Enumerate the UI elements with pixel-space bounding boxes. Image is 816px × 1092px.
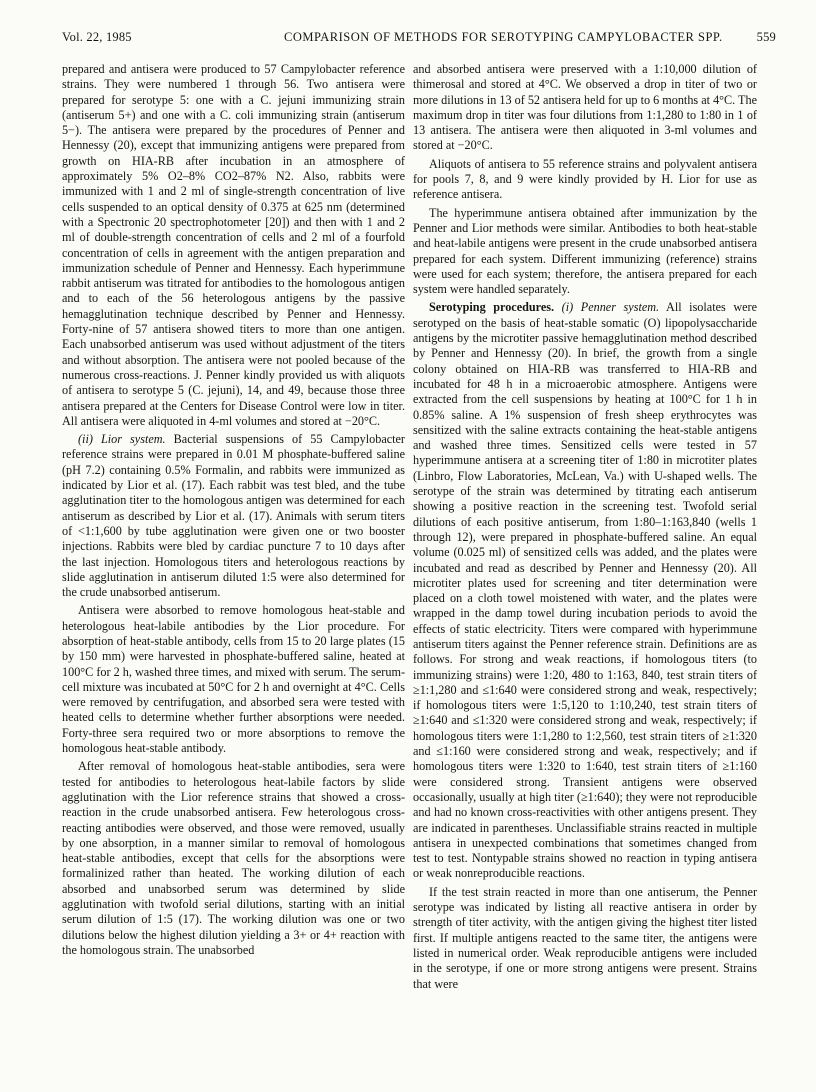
paragraph-serotyping-procedures — [413, 300, 757, 881]
paragraph-heterologous-removal: After removal of homologous heat-stable antibodies, sera were tested for antibodies to heterologous heat-labile factors by slide agglutination with the Lior reference strains that showed a cross-reaction in the crude unabsorbed antisera. Few heterologous cross-reacting antibodies were observed, and those were removed, usually by one absorption, in a manner similar to removal of homologous heat-stable antibodies, except that cells for the absorptions were formalinized rather than heated. The working dilution of each absorbed and unabsorbed serum was determined by slide agglutination with twofold serial dilutions, starting with an initial serum dilution of 1:5 (17). The working dilution was one or two dilutions below the highest dilution yielding a 3+ or 4+ reaction with the homologous strain. The unabsorbed — [62, 759, 405, 957]
subsection-heading-penner: (i) Penner system. — [561, 300, 660, 315]
paragraph-preservation: and absorbed antisera were preserved with a 1:10,000 dilution of thimerosal and stored at 4°C. We observed a drop in titer of two or more dilutions in 13 of 52 antisera held for up to 6 months at 4°C. The maximum drop in titer was four dilutions from 1:1,280 to 1:80 in 1 of 13 antisera. The antisera were then aliquoted in 3-ml volumes and stored at −20°C. — [413, 62, 757, 153]
penner-system-text: All isolates were serotyped on the basis of heat-stable somatic (O) lipopolysaccharide antigens by the microtiter passive hemagglutination method described by Penner and Hennessy (20). In brief, the growth from a single colony obtained on HIA-RB was transferred to HIA-RB and incubated for 48 h in a microaerobic atmosphere. Antigens were extracted from the cell suspensions by heating at 100°C for 1 h in 0.85% saline. A 1% suspension of fresh sheep erythrocytes was sensitized with the saline extracts containing the heat-stable antigens and washed three times. Sensitized cells were tested in 57 hyperimmune antisera at a screening titer of 1:80 in microtiter plates (Linbro, Flow Laboratories, McLean, Va.) with U-shaped wells. The serotype of the strain was determined by titrating each antiserum showing a positive reaction in the screening test. Twofold serial dilutions of each positive antiserum, from 1:80–1:163,840 (wells 1 through 12), were prepared in phosphate-buffered saline. An equal volume (0.025 ml) of sensitized cells was added, and the plates were incubated and read as described by Penner and Hennessy (20). All microtiter plates used for screening and titer determination were placed on a cloth towel moistened with water, and the plates were wrapped in the damp towel during incubation periods to avoid the effects of static electricity. Titers were compared with hyperimmune antiserum titers against the Penner reference strain. Definitions are as follows. For strong and weak reactions, if homologous titers (to immunizing strains) were 1:20, 480 to 1:163, 840, test strain titers of ≥1:1,280 and ≤1:640 were considered strong and weak, respectively; if homologous titers were 1:5,120 to 1:10,240, test strain titers of ≥1:640 and ≤1:320 were considered strong and weak, respectively; if homologous titers were 1:1,280 to 1:2,560, test strain titers of ≥1:320 and ≤1:160 were considered strong and weak, respectively; and if homologous titers were 1:320 to 1:640, test strain titers of ≥1:160 were considered strong. Transient antigens were observed occasionally, usually at high titer (≥1:640); they were not reproducible and had no known cross-reactivities with other antigens present. They are indicated in parentheses. Unclassifiable strains reacted in multiple antisera in unexpected combinations that sometimes changed from test to test. Nontypable strains showed no reaction in typing antisera or weak nonreproducible reactions. — [413, 300, 758, 881]
paragraph-lior-system — [62, 432, 405, 600]
lior-system-text: Bacterial suspensions of 55 Campylobacter reference strains were prepared in 0.01 M phosphate-buffered saline (pH 7.2) containing 0.5% Formalin, and rabbits were immunized as indicated by Lior et al. (17). Each rabbit was test bled, and the tube agglutination titer to the homologous antigen was determined for each antiserum as described by Lior et al. (17). Animals with serum titers of <1:1,600 by tube agglutination were given one or two booster injections. Rabbits were bled by cardiac puncture 7 to 10 days after the last injection. Homologous titers and heterologous reactions by slide agglutination in antiserum diluted 1:5 were also determined for the crude unabsorbed antiserum. — [62, 432, 405, 600]
page-number: 559 — [756, 30, 776, 44]
running-header — [62, 30, 776, 50]
right-column — [413, 62, 757, 992]
paragraph-absorption: Antisera were absorbed to remove homologous heat-stable and heterologous heat-labile antibodies by the Lior procedure. For absorption of heat-stable antibody, cells from 15 to 20 large plates (15 by 150 mm) were harvested in phosphate-buffered saline, heated at 100°C for 2 h, washed three times, and mixed with serum. The serum-cell mixture was incubated at 50°C for 2 h and overnight at 4°C. Cells were removed by centrifugation, and absorbed sera were tested with heated cells to determine whether further absorptions were needed. Forty-three sera required two or more absorptions to remove the homologous heat-stable antibody. — [62, 603, 405, 756]
paragraph-aliquots: Aliquots of antisera to 55 reference strains and polyvalent antisera for pools 7, 8, and 9 were kindly provided by H. Lior for use as reference antisera. — [413, 156, 757, 202]
paragraph-serotype-listing: If the test strain reacted in more than one antiserum, the Penner serotype was indicated by listing all reactive antisera in order by strength of titer activity, with the antigen giving the highest titer listed first. If multiple antigens reacted to the same titer, the antigens were listed in numerical order. Weak reproducible antigens were included in the serotype, if one or more strong antigens were present. Strains that were — [413, 884, 757, 991]
volume-label: Vol. 22, 1985 — [62, 30, 132, 44]
paragraph-penner-antisera: prepared and antisera were produced to 57 Campylobacter reference strains. They were numbered 1 through 56. Two antisera were prepared for serotype 5: one with a C. jejuni immunizing strain (antiserum 5+) and one with a C. coli immunizing strain (antiserum 5−). The antisera were prepared by the procedures of Penner and Hennessy (20), except that immunizing antigens were prepared from growth on HIA-RB after incubation in an atmosphere of approximately 5% O2–8% CO2–87% N2. Also, rabbits were immunized with 1 and 2 ml of single-strength concentration of live cells suspended to an optical density of 0.375 at 625 nm (determined with a Spectronic 20 spectrophotometer [20]) and then with 1 and 2 ml of double-strength concentration of cells and 2 ml of a fourfold concentration of cells in agreement with the antigen preparation and immunization schedule of Penner and Hennessy. Each hyperimmune rabbit antiserum was titrated for antibodies to the homologous antigen and to each of the 56 heterologous antigens by the passive hemagglutination technique described by Penner and Hennessy. Forty-nine of 57 antisera showed titers to more than one antigen. Each unabsorbed antiserum was used without adjustment of the titers and without absorption. The antisera were not pooled because of the numerous cross-reactions. J. Penner kindly provided us with aliquots of antisera to serotype 5 (C. jejuni), 14, and 49, because those three antisera prepared at the Centers for Disease Control were low in titer. All antisera were aliquoted in 4-ml volumes and stored at −20°C. — [62, 62, 405, 428]
paragraph-hyperimmune: The hyperimmune antisera obtained after immunization by the Penner and Lior methods were similar. Antibodies to both heat-stable and heat-labile antigens were present in the crude unabsorbed antisera prepared for each system. Different immunizing (reference) strains were used for each system; therefore, the antisera prepared for each system were handled separately. — [413, 205, 757, 297]
section-heading-serotyping: Serotyping procedures. — [429, 300, 555, 315]
left-column — [62, 62, 405, 958]
subsection-heading-lior: (ii) Lior system. — [78, 432, 166, 447]
running-title: COMPARISON OF METHODS FOR SEROTYPING CAMPYLOBACTER SPP. — [284, 30, 723, 44]
